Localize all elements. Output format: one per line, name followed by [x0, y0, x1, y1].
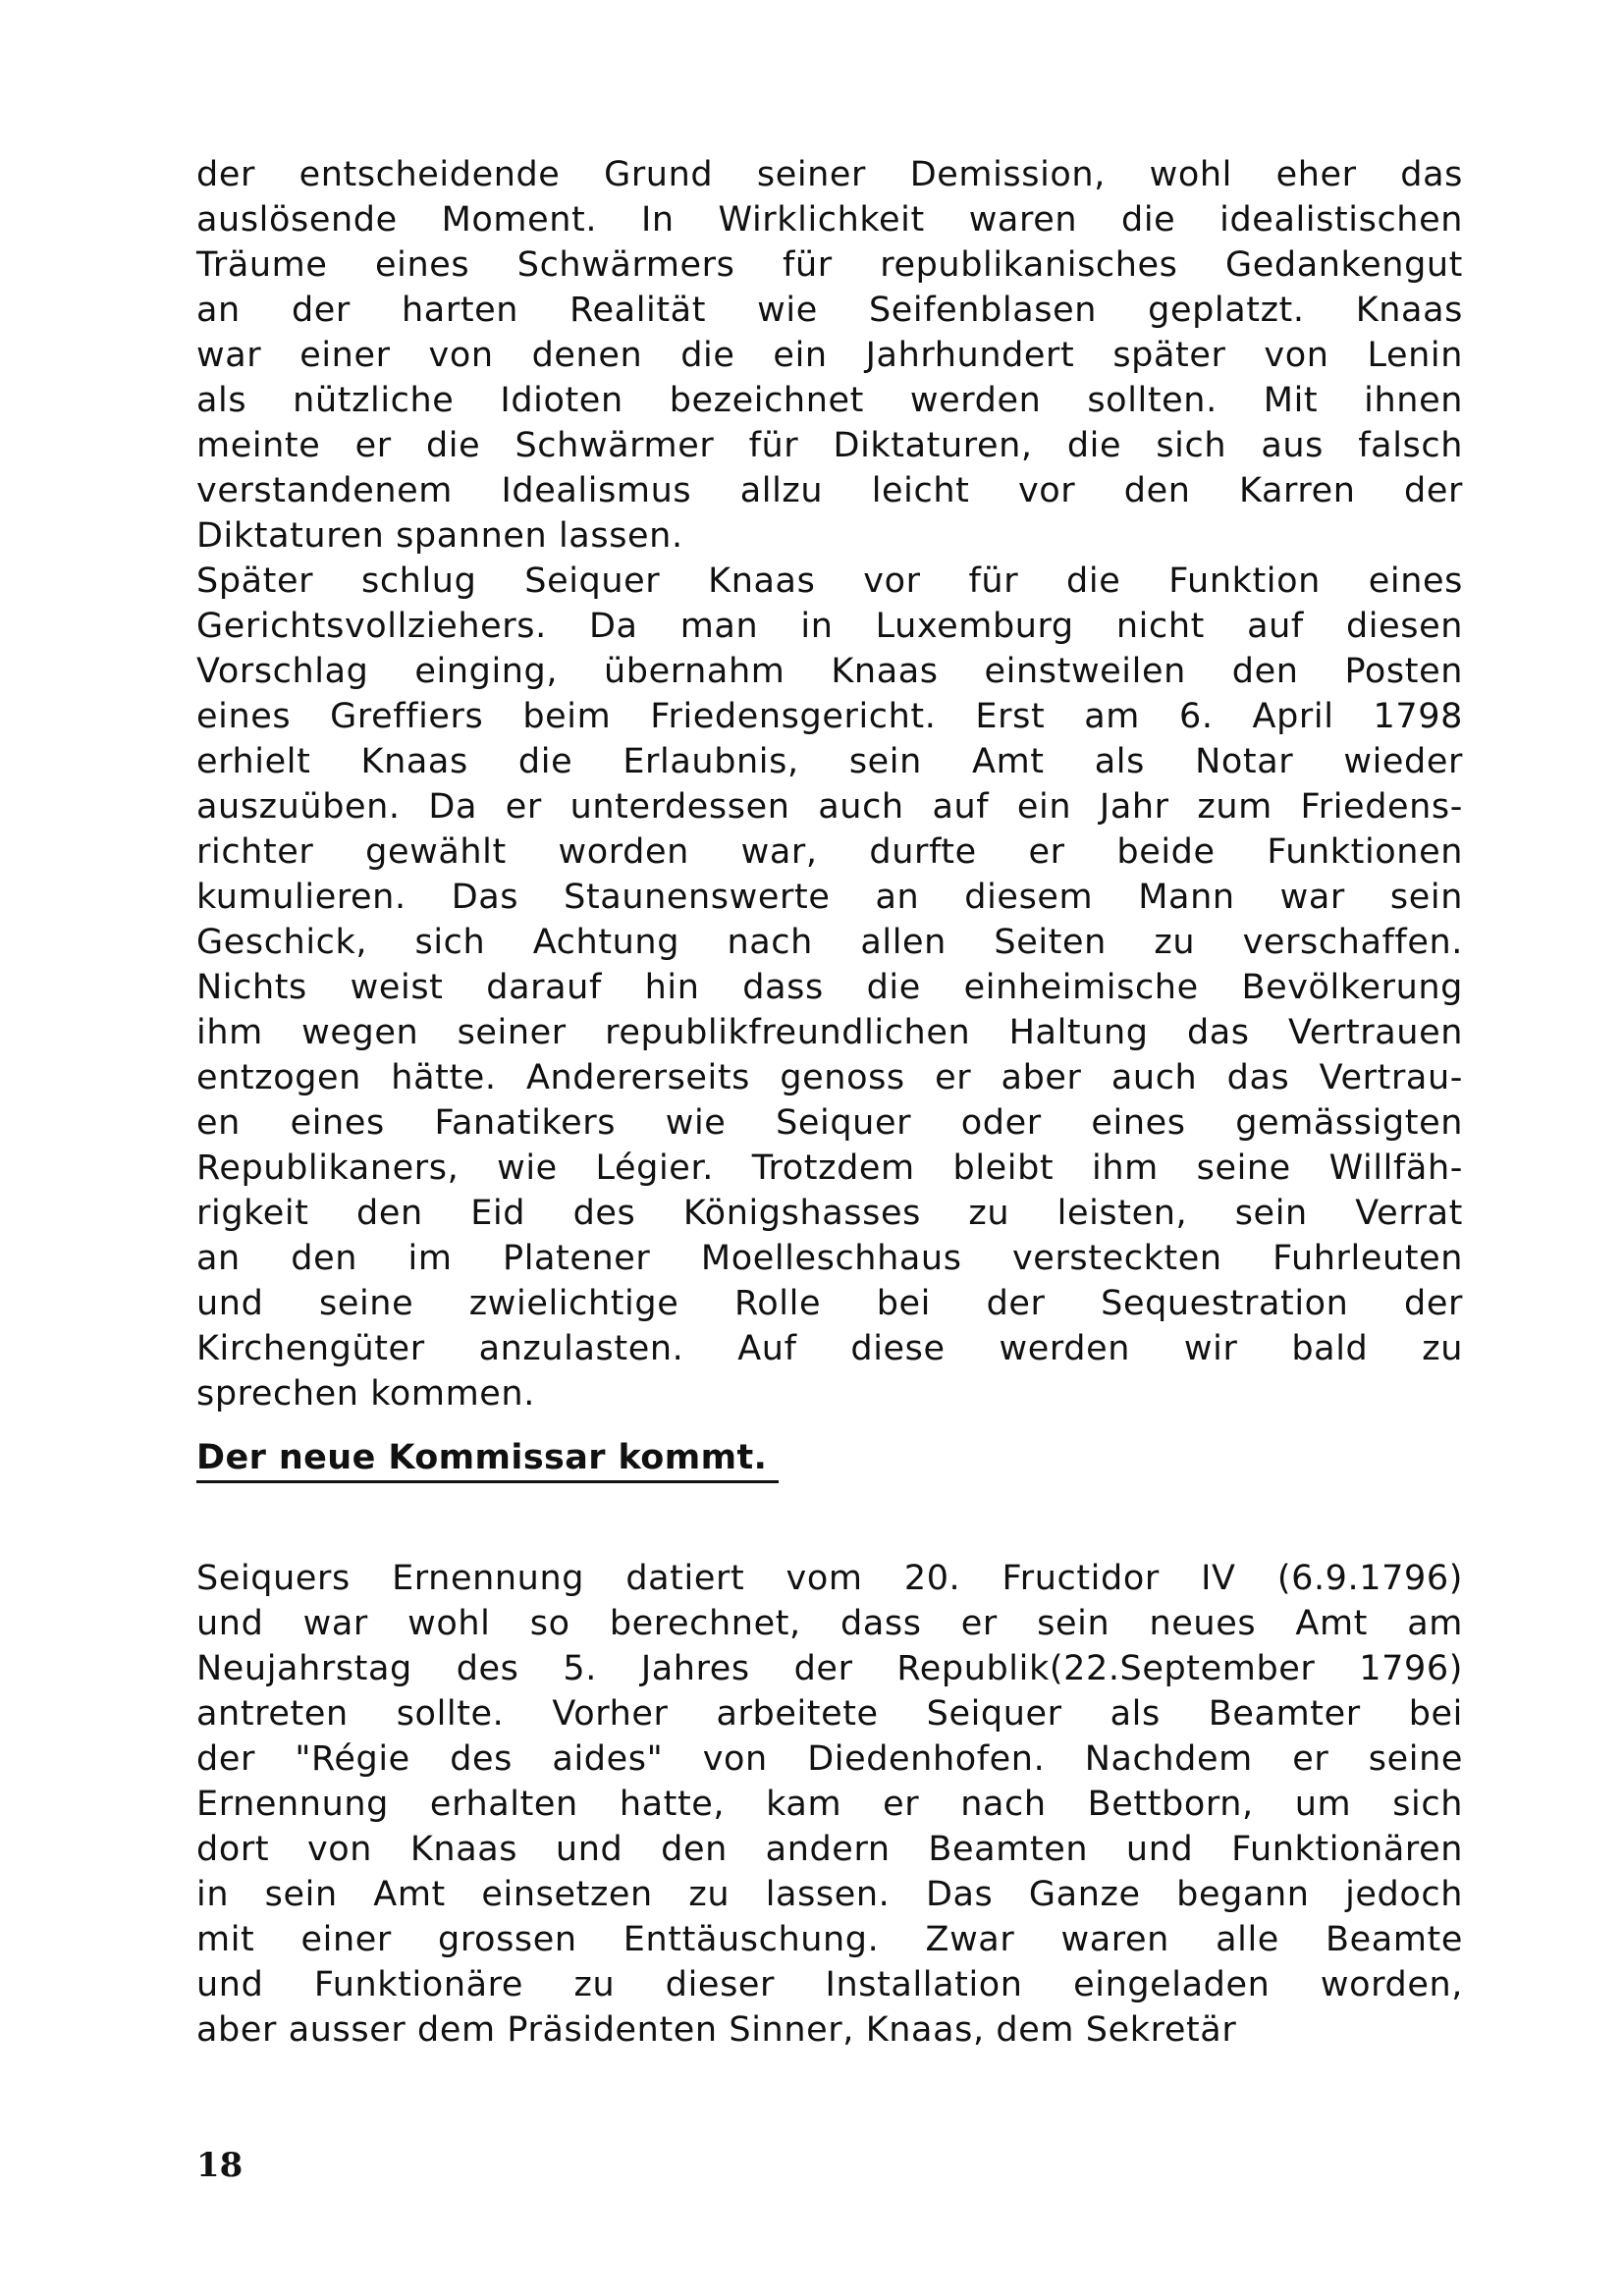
text-line: entzogen hätte. Andererseits genoss er aber auch das Vertrau-	[196, 1058, 1463, 1097]
paragraph-block-1	[196, 152, 1463, 1416]
text-line: rigkeit den Eid des Königshasses zu leisten, sein Verrat	[196, 1194, 1463, 1233]
text-line: Kirchengüter anzulasten. Auf diese werden wir bald zu	[196, 1329, 1463, 1368]
text-line: Später schlug Seiquer Knaas vor für die Funktion eines	[196, 561, 1463, 601]
text-line: auslösende Moment. In Wirklichkeit waren die idealistischen	[196, 200, 1463, 240]
text-line: als nützliche Idioten bezeichnet werden sollten. Mit ihnen	[196, 381, 1463, 420]
text-line: dort von Knaas und den andern Beamten und Funktionären	[196, 1830, 1463, 1869]
text-line: antreten sollte. Vorher arbeitete Seiquer als Beamter bei	[196, 1694, 1463, 1734]
text-line: kumulieren. Das Staunenswerte an diesem Mann war sein	[196, 878, 1463, 917]
text-line: auszuüben. Da er unterdessen auch auf ein Jahr zum Friedens-	[196, 787, 1463, 827]
text-line: und Funktionäre zu dieser Installation eingeladen worden,	[196, 1965, 1463, 2004]
text-line: verstandenem Idealismus allzu leicht vor den Karren der	[196, 471, 1463, 510]
text-line: in sein Amt einsetzen zu lassen. Das Ganze begann jedoch	[196, 1875, 1463, 1914]
text-line: Vorschlag einging, übernahm Knaas einstweilen den Posten	[196, 652, 1463, 691]
text-line: an der harten Realität wie Seifenblasen geplatzt. Knaas	[196, 291, 1463, 330]
text-line: aber ausser dem Präsidenten Sinner, Knaas, dem Sekretär	[196, 2010, 1237, 2050]
text-line: Geschick, sich Achtung nach allen Seiten zu verschaffen.	[196, 923, 1463, 962]
text-line: Ernennung erhalten hatte, kam er nach Bettborn, um sich	[196, 1785, 1463, 1824]
text-line: mit einer grossen Enttäuschung. Zwar waren alle Beamte	[196, 1920, 1463, 1959]
text-line: Neujahrstag des 5. Jahres der Republik(22.September 1796)	[196, 1649, 1463, 1688]
section-heading: Der neue Kommissar kommt.	[196, 1435, 779, 1483]
text-line: ihm wegen seiner republikfreundlichen Haltung das Vertrauen	[196, 1013, 1463, 1052]
text-line: sprechen kommen.	[196, 1374, 535, 1414]
text-line: en eines Fanatikers wie Seiquer oder eines gemässigten	[196, 1103, 1463, 1143]
text-line: der entscheidende Grund seiner Demission, wohl eher das	[196, 155, 1463, 194]
text-line: Gerichtsvollziehers. Da man in Luxemburg nicht auf diesen	[196, 607, 1463, 646]
text-line: richter gewählt worden war, durfte er beide Funktionen	[196, 832, 1463, 872]
text-line: Seiquers Ernennung datiert vom 20. Fructidor IV (6.9.1796)	[196, 1559, 1463, 1598]
paragraph-block-2	[196, 1556, 1463, 2053]
text-line: und seine zwielichtige Rolle bei der Sequestration der	[196, 1284, 1463, 1323]
page-number: 18	[196, 2146, 244, 2185]
text-line: der "Régie des aides" von Diedenhofen. Nachdem er seine	[196, 1739, 1463, 1779]
text-line: Träume eines Schwärmers für republikanisches Gedankengut	[196, 245, 1463, 285]
text-line: war einer von denen die ein Jahrhundert später von Lenin	[196, 336, 1463, 375]
text-line: eines Greffiers beim Friedensgericht. Erst am 6. April 1798	[196, 697, 1463, 736]
text-line: Republikaners, wie Légier. Trotzdem bleibt ihm seine Willfäh-	[196, 1148, 1463, 1188]
text-line: erhielt Knaas die Erlaubnis, sein Amt als Notar wieder	[196, 742, 1463, 781]
text-line: Diktaturen spannen lassen.	[196, 516, 683, 556]
text-line: an den im Platener Moelleschhaus versteckten Fuhrleuten	[196, 1239, 1463, 1278]
text-line: meinte er die Schwärmer für Diktaturen, die sich aus falsch	[196, 426, 1463, 465]
text-line: und war wohl so berechnet, dass er sein neues Amt am	[196, 1604, 1463, 1643]
text-line: Nichts weist darauf hin dass die einheimische Bevölkerung	[196, 968, 1463, 1007]
